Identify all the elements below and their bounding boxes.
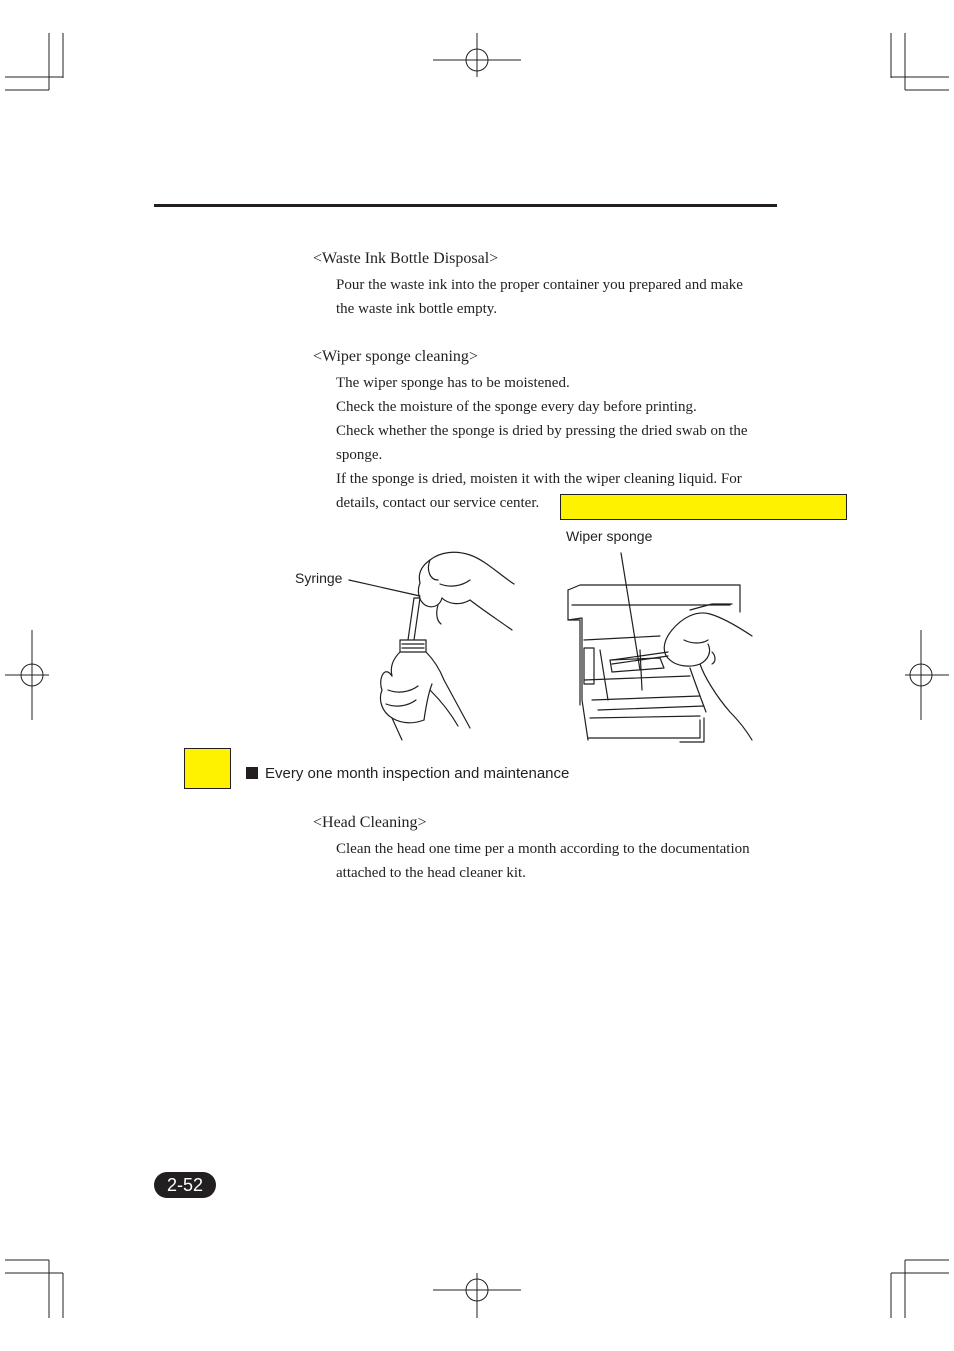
- wiper-line-4: sponge.: [336, 447, 383, 463]
- syringe-label: Syringe: [295, 570, 343, 586]
- crop-mark-bottom-right: [891, 1260, 949, 1318]
- wiper-cleaning-illustration: [290, 540, 770, 750]
- head-cleaning-line-1: Clean the head one time per a month according to the documentation: [336, 841, 750, 857]
- crosshair-registration-mark-icon: [433, 1273, 521, 1318]
- section-tab-marker: [184, 748, 231, 789]
- head-cleaning-heading: <Head Cleaning>: [313, 814, 427, 831]
- header-rule: [154, 204, 777, 207]
- wiper-line-5: If the sponge is dried, moisten it with the wiper cleaning liquid. For: [336, 471, 742, 487]
- crop-mark-bottom-left: [5, 1260, 63, 1318]
- head-cleaning-line-2: attached to the head cleaner kit.: [336, 865, 526, 881]
- waste-ink-line-2: the waste ink bottle empty.: [336, 301, 498, 317]
- waste-ink-line-1: Pour the waste ink into the proper container you prepared and make: [336, 277, 743, 293]
- wiper-line-6: details, contact our service center.: [336, 495, 540, 511]
- wiper-line-3: Check whether the sponge is dried by pressing the dried swab on the: [336, 423, 748, 439]
- crosshair-registration-mark-icon: [5, 630, 49, 720]
- monthly-section-title: Every one month inspection and maintenance: [265, 765, 570, 782]
- waste-ink-heading: <Waste Ink Bottle Disposal>: [313, 250, 499, 267]
- highlight-box: [560, 494, 847, 520]
- crosshair-registration-mark-icon: [905, 630, 949, 720]
- wiper-line-1: The wiper sponge has to be moistened.: [336, 375, 570, 391]
- black-square-icon: [246, 767, 258, 779]
- wiper-heading: <Wiper sponge cleaning>: [313, 348, 478, 365]
- crop-mark-top-left: [5, 33, 63, 90]
- page-number: 2-52: [154, 1172, 216, 1198]
- wiper-sponge-label: Wiper sponge: [566, 528, 653, 544]
- crop-mark-top-right: [891, 33, 949, 90]
- wiper-line-2: Check the moisture of the sponge every day before printing.: [336, 399, 697, 415]
- crosshair-registration-mark-icon: [433, 33, 521, 77]
